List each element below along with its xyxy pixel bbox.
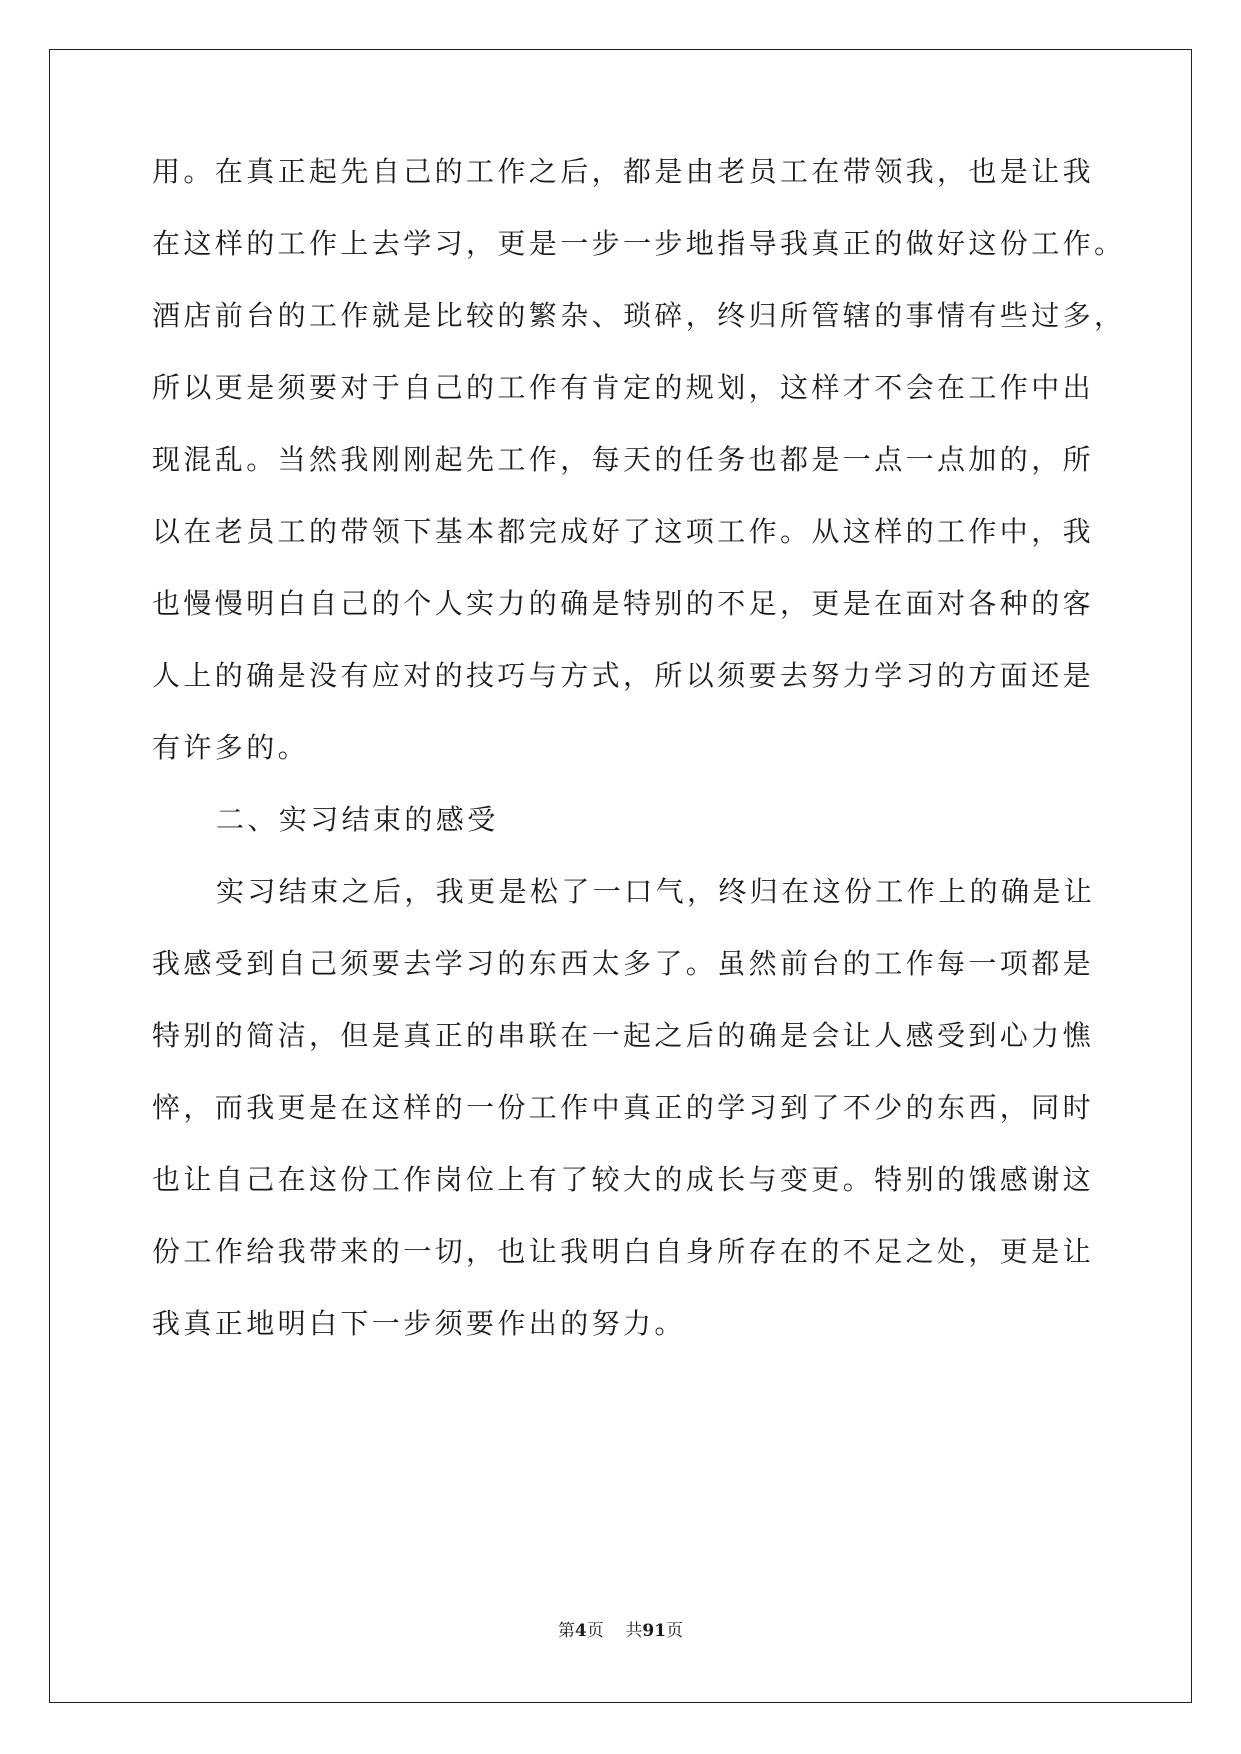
footer-prefix: 第 [557,1621,575,1641]
body-line-3: 酒店前台的工作就是比较的繁杂、琐碎，终归所管辖的事情有些过多， [152,299,1126,332]
body-line-15: 也让自己在这份工作岗位上有了较大的成长与变更。特别的饿感谢这 [152,1163,1095,1196]
body-line-13: 特别的简洁，但是真正的串联在一起之后的确是会让人感受到心力憔 [152,1019,1095,1052]
body-line-7: 也慢慢明白自己的个人实力的确是特别的不足，更是在面对各种的客 [152,587,1095,620]
body-line-12: 我感受到自己须要去学习的东西太多了。虽然前台的工作每一项都是 [152,947,1095,980]
body-line-8: 人上的确是没有应对的技巧与方式，所以须要去努力学习的方面还是 [152,659,1095,692]
body-line-2: 在这样的工作上去学习，更是一步一步地指导我真正的做好这份工作。 [152,227,1126,260]
body-line-11: 实习结束之后，我更是松了一口气，终归在这份工作上的确是让 [216,875,1096,908]
body-line-9: 有许多的。 [152,731,310,764]
page-footer [0,1619,1241,1643]
footer-page-suffix: 页 [586,1621,604,1641]
total-page-count: 91 [642,1621,667,1641]
current-page-number: 4 [574,1621,587,1641]
body-line-17: 我真正地明白下一步须要作出的努力。 [152,1307,686,1340]
body-line-16: 份工作给我带来的一切，也让我明白自身所存在的不足之处，更是让 [152,1235,1095,1268]
body-line-4: 所以更是须要对于自己的工作有肯定的规划，这样才不会在工作中出 [152,371,1095,404]
footer-total-suffix: 页 [666,1621,684,1641]
body-line-5: 现混乱。当然我刚刚起先工作，每天的任务也都是一点一点加的，所 [152,443,1095,476]
footer-total-prefix: 共 [625,1621,643,1641]
section-heading: 二、实习结束的感受 [216,803,499,836]
body-line-1: 用。在真正起先自己的工作之后，都是由老员工在带领我，也是让我 [152,155,1095,188]
body-line-6: 以在老员工的带领下基本都完成好了这项工作。从这样的工作中，我 [152,515,1095,548]
body-line-14: 悴，而我更是在这样的一份工作中真正的学习到了不少的东西，同时 [152,1091,1095,1124]
